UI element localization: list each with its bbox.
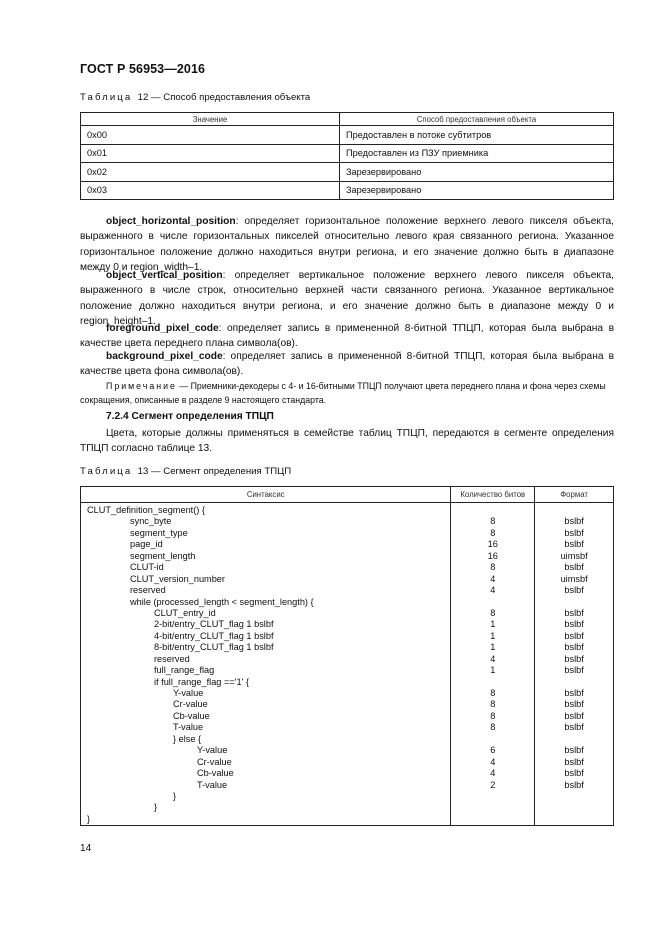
bits-value: 4 <box>490 768 496 779</box>
table-row <box>81 126 614 145</box>
bits-value: 1 <box>490 619 496 630</box>
note <box>80 380 614 407</box>
term-background-pixel-code: background_pixel_code <box>106 351 223 362</box>
syntax-line: full_range_flag <box>154 665 215 676</box>
syntax-line: Cr-value <box>197 756 232 767</box>
syntax-line: 2-bit/entry_CLUT_flag 1 bslbf <box>154 619 274 630</box>
format-value: bslbf <box>564 665 584 676</box>
table13-bits-column <box>451 503 535 826</box>
format-value: bslbf <box>564 756 584 767</box>
term-foreground-pixel-code: foreground_pixel_code <box>106 323 219 334</box>
format-value: uimsbf <box>560 550 588 561</box>
syntax-line: CLUT_version_number <box>130 573 225 584</box>
format-value: bslbf <box>564 527 584 538</box>
syntax-line: T-value <box>173 722 204 733</box>
format-value: bslbf <box>564 642 584 653</box>
format-value <box>535 677 613 688</box>
format-value <box>535 814 613 825</box>
format-value: bslbf <box>564 745 584 756</box>
definition-text: : определяет запись в примененной 8-битной ТПЦП, которая была выбрана в качестве цвета фона символа(ов). <box>80 351 614 378</box>
definition-text: : определяет запись в примененной 8-битной ТПЦП, которая была выбрана в качестве цвета переднего плана символа(ов). <box>80 323 614 350</box>
bits-value: 16 <box>487 539 498 550</box>
format-value <box>535 802 613 813</box>
bits-value: 4 <box>490 756 496 767</box>
bits-value: 8 <box>490 688 496 698</box>
table12-cell-value: 0x03 <box>81 181 340 200</box>
bits-value: 4 <box>490 573 496 584</box>
format-value: bslbf <box>564 722 584 733</box>
bits-value: 8 <box>490 562 496 573</box>
definition-text: : определяет вертикальное положение верхнего левого пикселя объекта, выраженного в числе строк, относительно верхней части связанного региона. Указанное вертикальное положение должно находиться внутри региона, и его значение должно быть в диапазоне между 0 и region_height–1. <box>80 270 614 328</box>
format-value: bslbf <box>564 688 584 698</box>
syntax-line: page_id <box>130 539 163 550</box>
format-value <box>535 734 613 745</box>
table-row <box>81 181 614 200</box>
table13-caption-text: 13 — Сегмент определения ТПЦП <box>137 466 292 477</box>
syntax-line: segment_length <box>130 550 196 561</box>
table-12 <box>80 112 614 200</box>
format-value: bslbf <box>564 607 584 618</box>
bits-value: 8 <box>490 516 496 527</box>
table12-caption-prefix: Таблица <box>80 92 133 103</box>
table12-cell-method: Предоставлен из ПЗУ приемника <box>340 144 614 163</box>
syntax-line: Cb-value <box>173 710 210 721</box>
bits-value: 8 <box>490 607 496 618</box>
table13-caption <box>80 466 291 477</box>
table-13 <box>80 486 614 826</box>
bits-value: 1 <box>490 665 496 676</box>
table12-cell-value: 0x02 <box>81 163 340 182</box>
syntax-line: Y-value <box>173 688 204 698</box>
table13-header-syntax: Синтаксис <box>81 487 451 503</box>
syntax-line: while (processed_length < segment_length) { <box>130 596 314 607</box>
table12-header-method: Способ предоставления объекта <box>340 113 614 126</box>
table12-caption <box>80 92 310 103</box>
section-heading: 7.2.4 Сегмент определения ТПЦП <box>106 411 274 422</box>
syntax-line: 4-bit/entry_CLUT_flag 1 bslbf <box>154 630 274 641</box>
format-value: uimsbf <box>560 573 588 584</box>
table12-cell-value: 0x00 <box>81 126 340 145</box>
table12-cell-method: Зарезервировано <box>340 163 614 182</box>
format-value: bslbf <box>564 779 584 790</box>
bits-value: 4 <box>490 653 496 664</box>
syntax-line: sync_byte <box>130 516 172 527</box>
table13-syntax-column <box>81 503 451 826</box>
table13-caption-prefix: Таблица <box>80 466 133 477</box>
definition-text: : определяет горизонтальное положение верхнего левого пикселя объекта, выраженного в числе горизонтальных пикселей относительно левого края связанного региона. Указанное горизонтальное положение должно находиться внутри региона, и его значение должно быть в диапазоне между 0 и region_width–1. <box>80 216 614 274</box>
bits-value: 2 <box>490 779 496 790</box>
bits-value: 8 <box>490 699 496 710</box>
term-object-vertical-position: object_vertical_position <box>106 270 223 281</box>
bits-value <box>451 791 534 802</box>
syntax-line: T-value <box>197 779 228 790</box>
bits-value <box>451 677 534 688</box>
bits-value: 1 <box>490 642 496 653</box>
term-object-horizontal-position: object_horizontal_position <box>106 216 236 227</box>
paragraph-foreground-pixel-code <box>80 321 614 352</box>
syntax-line: if full_range_flag =='1' { <box>154 676 249 687</box>
format-value: bslbf <box>564 699 584 710</box>
paragraph-background-pixel-code <box>80 349 614 380</box>
table12-caption-text: 12 — Способ предоставления объекта <box>137 92 311 103</box>
syntax-line: CLUT-id <box>130 562 164 573</box>
syntax-line: } <box>154 802 158 813</box>
syntax-line: reserved <box>130 585 166 596</box>
table12-header-value: Значение <box>81 113 340 126</box>
table-row <box>81 163 614 182</box>
table-row <box>81 144 614 163</box>
bits-value: 6 <box>490 745 496 756</box>
bits-value: 16 <box>487 550 498 561</box>
paragraph-clut-definition <box>80 426 614 457</box>
paragraph-object-horizontal-position <box>80 214 614 276</box>
bits-value: 1 <box>490 630 496 641</box>
bits-value: 8 <box>490 710 496 721</box>
syntax-line: segment_type <box>130 527 188 538</box>
format-value: bslbf <box>564 768 584 779</box>
format-value: bslbf <box>564 653 584 664</box>
syntax-line: } <box>87 813 91 824</box>
table13-format-column <box>535 503 614 826</box>
bits-value: 4 <box>490 585 496 596</box>
syntax-line: CLUT_definition_segment() { <box>87 505 205 515</box>
syntax-line: Cr-value <box>173 699 208 710</box>
bits-value <box>451 802 534 813</box>
table12-cell-method: Предоставлен в потоке субтитров <box>340 126 614 145</box>
syntax-line: } <box>173 790 177 801</box>
note-label: Примечание <box>106 381 177 391</box>
syntax-line: 8-bit/entry_CLUT_flag 1 bslbf <box>154 642 274 653</box>
format-value <box>535 597 613 608</box>
page-number: 14 <box>80 843 92 854</box>
format-value: bslbf <box>564 539 584 550</box>
format-value: bslbf <box>564 562 584 573</box>
format-value <box>535 791 613 802</box>
format-value: bslbf <box>564 630 584 641</box>
syntax-line: } else { <box>173 733 202 744</box>
syntax-line: reserved <box>154 653 190 664</box>
bits-value: 8 <box>490 722 496 733</box>
bits-value: 8 <box>490 527 496 538</box>
format-value <box>535 505 613 516</box>
note-text: — Приемники-декодеры с 4- и 16-битными ТПЦП получают цвета переднего плана и фона через схемы сокращения, описанные в разделе 9 настоящего стандарта. <box>80 381 606 405</box>
format-value: bslbf <box>564 585 584 596</box>
syntax-line: CLUT_entry_id <box>154 607 216 618</box>
table12-cell-method: Зарезервировано <box>340 181 614 200</box>
format-value: bslbf <box>564 516 584 527</box>
syntax-line: Cb-value <box>197 768 234 779</box>
bits-value <box>451 505 534 516</box>
table13-header-format: Формат <box>535 487 614 503</box>
table12-cell-value: 0x01 <box>81 144 340 163</box>
table13-header-bits: Количество битов <box>451 487 535 503</box>
document-title: ГОСТ Р 56953—2016 <box>80 62 206 76</box>
paragraph-text: Цвета, которые должны применяться в семействе таблиц ТПЦП, передаются в сегменте определения ТПЦП согласно таблице 13. <box>80 428 614 455</box>
format-value: bslbf <box>564 619 584 630</box>
bits-value <box>451 814 534 825</box>
format-value: bslbf <box>564 710 584 721</box>
bits-value <box>451 597 534 608</box>
syntax-line: Y-value <box>197 745 228 756</box>
bits-value <box>451 734 534 745</box>
